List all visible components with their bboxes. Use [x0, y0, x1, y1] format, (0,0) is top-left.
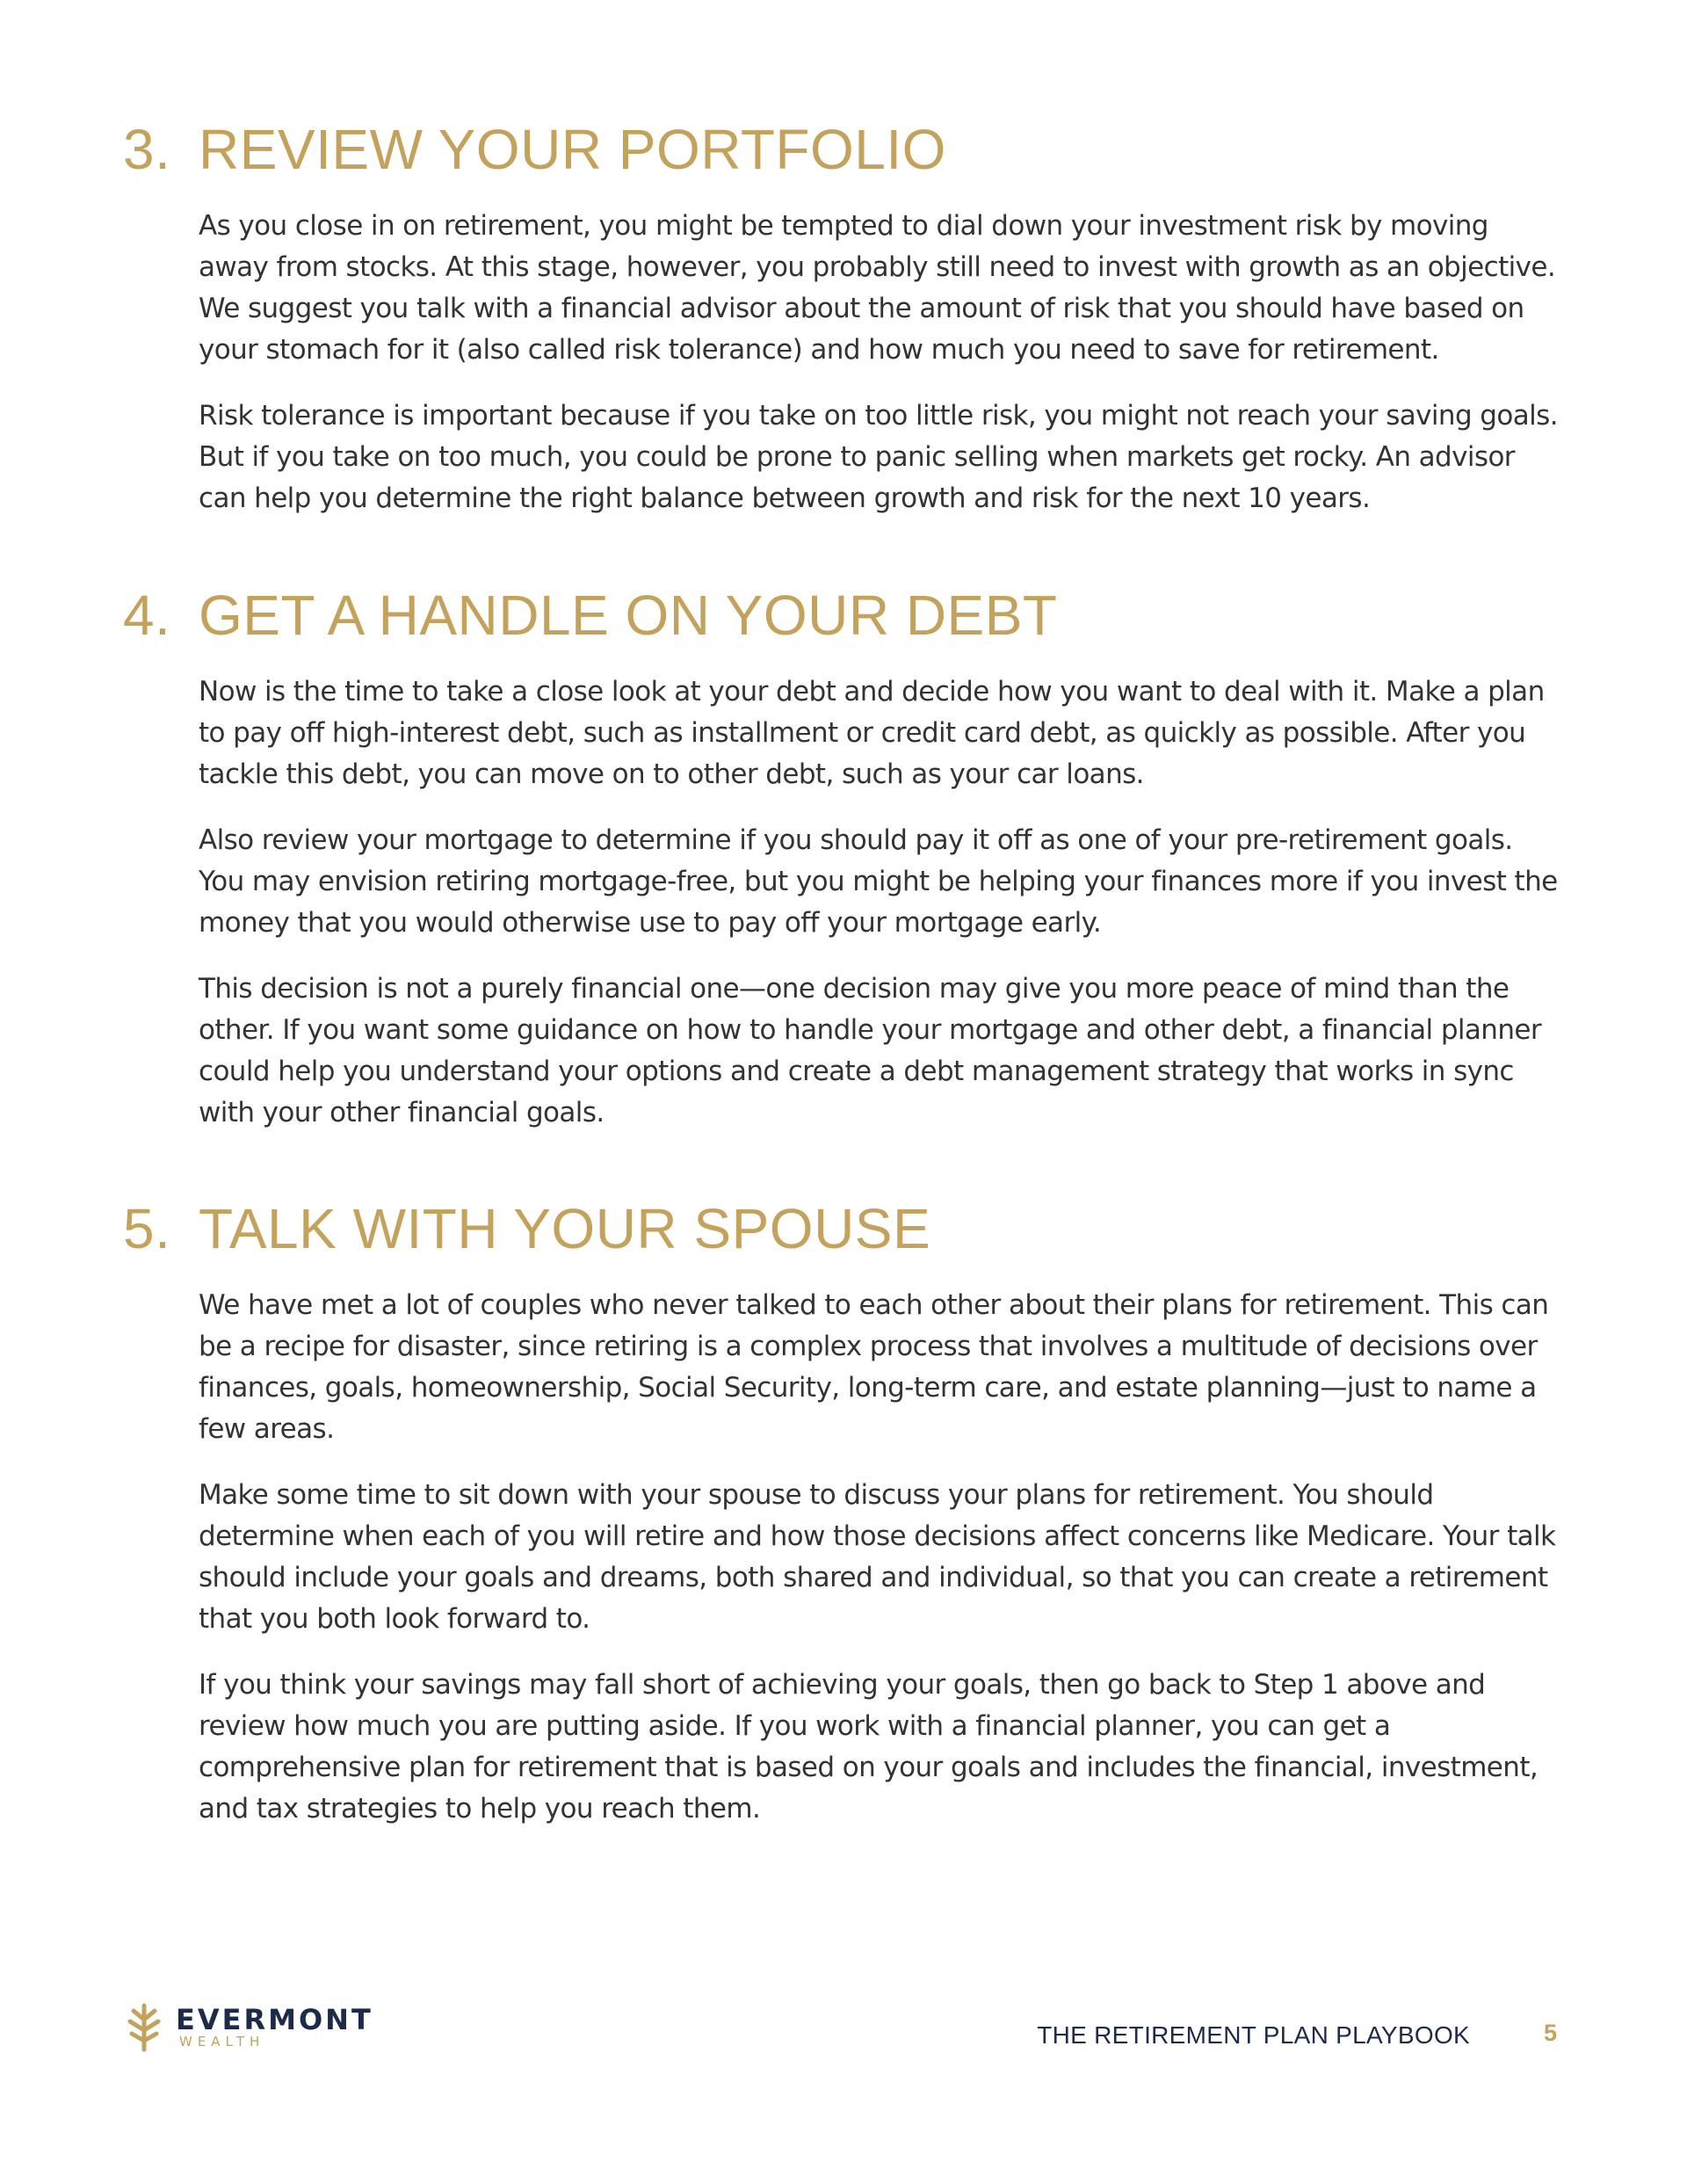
section-body [199, 1285, 1560, 1830]
section-number: 5. [123, 1197, 171, 1260]
section-number: 4. [123, 584, 171, 647]
section-number: 3. [123, 118, 171, 181]
section-talk-spouse [123, 1194, 1564, 1854]
logo-subtitle: WEALTH [179, 2034, 265, 2050]
paragraph: This decision is not a purely financial one—one decision may give you more peace of mind than the other. If you want some guidance on how to handle your mortgage and other debt, a financial planner could help you understand your options and create a debt management strategy that works in sync with your other financial goals. [199, 973, 1542, 1128]
paragraph: Make some time to sit down with your spouse to discuss your plans for retirement. You should determine when each of you will retire and how those decisions affect concerns like Medicare. Your talk should include your goals and dreams, both shared and individual, so that you can create a retirement that you both look forward to. [199, 1479, 1556, 1635]
section-title: REVIEW YOUR PORTFOLIO [199, 118, 946, 181]
paragraph: If you think your savings may fall short of achieving your goals, then go back to Step 1 above and review how much you are putting aside. If you work with a financial planner, you can get a comprehensive plan for retirement that is based on your goals and includes the financial, investment, and tax strategies to help you reach them. [199, 1669, 1539, 1825]
logo-wordmark [176, 2005, 373, 2049]
document-title: THE RETIREMENT PLAN PLAYBOOK [1037, 2021, 1470, 2049]
page-number: 5 [1543, 2020, 1557, 2046]
paragraph: Now is the time to take a close look at your debt and decide how you want to deal with it. Make a plan to pay off high-interest debt, such as installment or credit card debt, as quickly as possible. After you tackle this debt, you can move on to other debt, such as your car loans. [199, 676, 1545, 790]
section-body [199, 671, 1560, 1134]
paragraph: Also review your mortgage to determine if you should pay it off as one of your pre-retirement goals. You may envision retiring mortgage-free, but you might be helping your finances more if you invest the money that you would otherwise use to pay off your mortgage early. [199, 824, 1558, 939]
paragraph: Risk tolerance is important because if you take on too little risk, you might not reach your saving goals. But if you take on too much, you could be prone to panic selling when markets get rocky. An advisor can help you determine the right balance between growth and risk for the next 10 years. [199, 400, 1558, 514]
section-title: GET A HANDLE ON YOUR DEBT [199, 584, 1058, 647]
section-title: TALK WITH YOUR SPOUSE [199, 1197, 931, 1260]
company-logo [123, 2000, 373, 2053]
section-heading [123, 1194, 1564, 1264]
section-review-portfolio [123, 114, 1564, 544]
paragraph: As you close in on retirement, you might be tempted to dial down your investment risk by moving away from stocks. At this stage, however, you probably still need to invest with growth as an objective. We suggest you talk with a financial advisor about the amount of risk that you should have based on your stomach for it (also called risk tolerance) and how much you need to save for retirement. [199, 210, 1556, 366]
section-handle-debt [123, 580, 1564, 1158]
logo-name: EVERMONT [176, 2003, 373, 2036]
section-body [199, 206, 1560, 519]
section-heading [123, 114, 1564, 185]
section-heading [123, 580, 1564, 650]
paragraph: We have met a lot of couples who never talked to each other about their plans for retirement. This can be a recipe for disaster, since retiring is a complex process that involves a multitude of decisions over finances, goals, homeownership, Social Security, long-term care, and estate planning—just to name a few areas. [199, 1289, 1549, 1445]
wheat-sprig-icon [123, 2000, 165, 2053]
